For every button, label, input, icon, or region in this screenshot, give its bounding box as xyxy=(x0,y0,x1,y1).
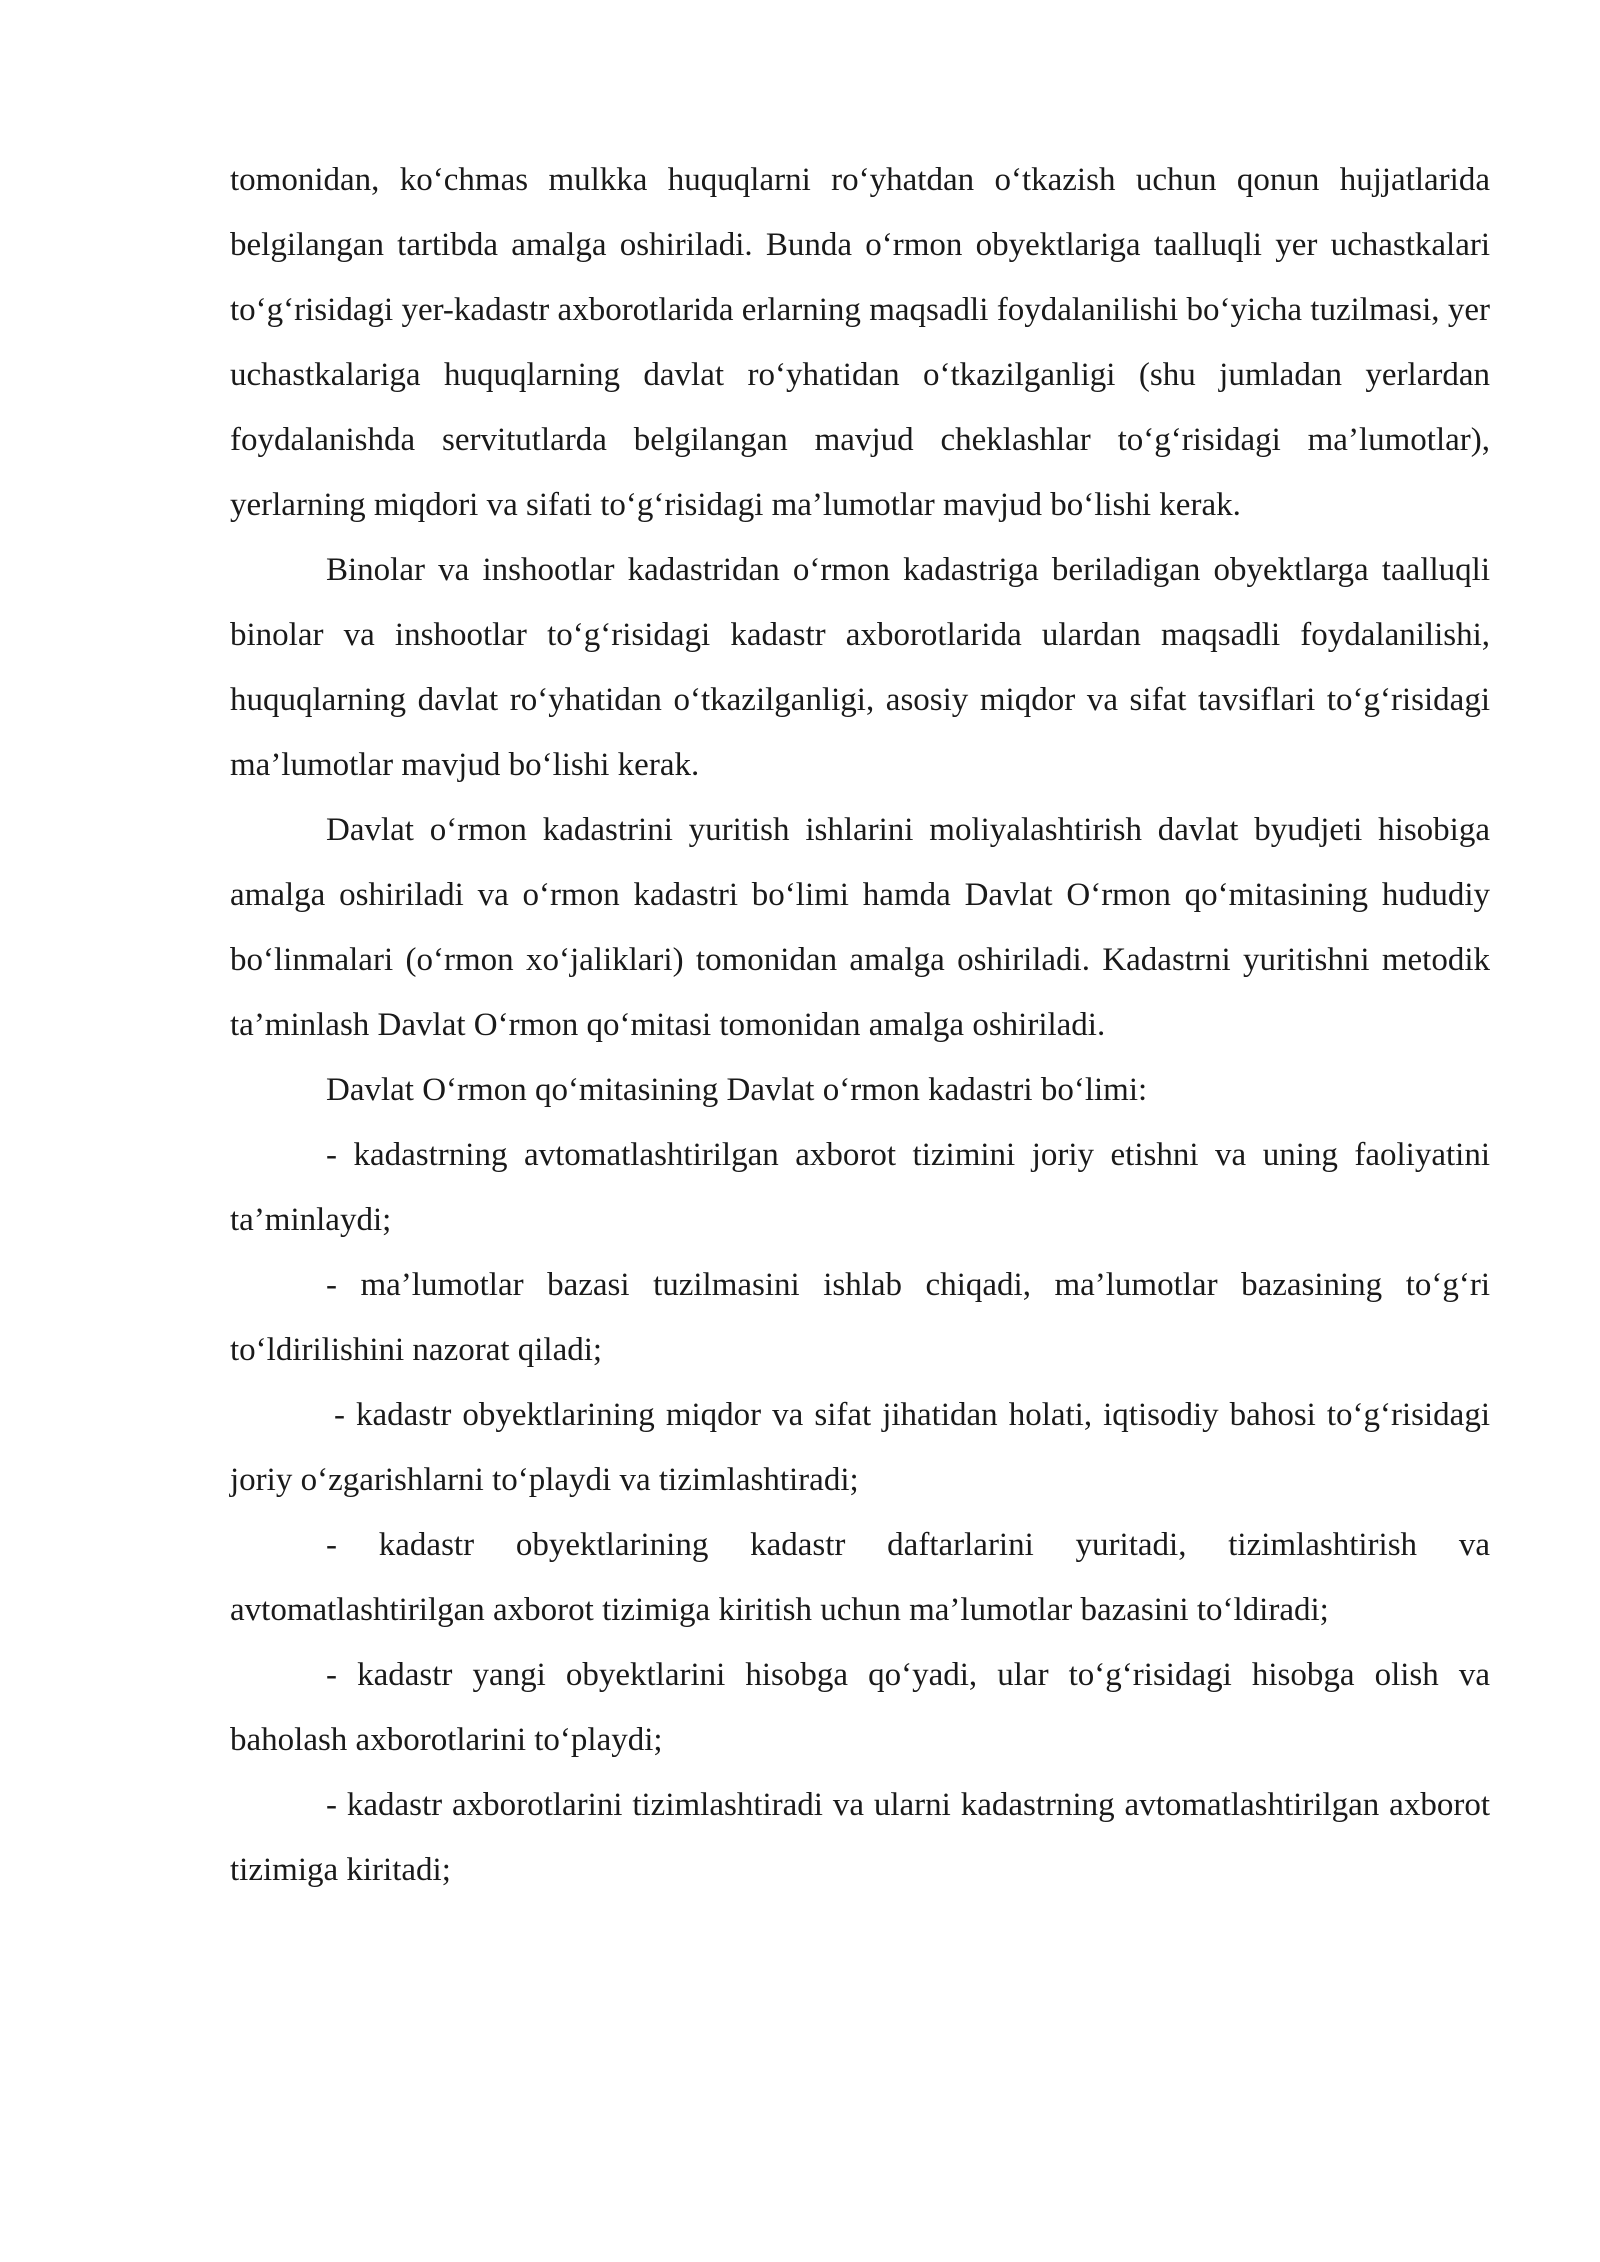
paragraph-continuation: tomonidan, ko‘chmas mulkka huquqlarni ro‘yhatdan o‘tkazish uchun qonun hujjatlarida belgilangan tartibda amalga oshiriladi. Bunda o‘rmon obyektlariga taalluqli yer uchastkalari to‘g‘risidagi yer-kadastr axborotlarida erlarning maqsadli foydalanilishi bo‘yicha tuzilmasi, yer uchastkalariga huquqlarning davlat ro‘yhatidan o‘tkazilganligi (shu jumladan yerlardan foydalanishda servitutlarda belgilangan mavjud cheklashlar to‘g‘risidagi ma’lumotlar), yerlarning miqdori va sifati to‘g‘risidagi ma’lumotlar mavjud bo‘lishi kerak. xyxy=(230,162,1490,523)
document-page xyxy=(230,148,1490,1903)
paragraph-financing: Davlat o‘rmon kadastrini yuritish ishlarini moliyalashtirish davlat byudjeti hisobiga amalga oshiriladi va o‘rmon kadastri bo‘limi hamda Davlat O‘rmon qo‘mitasining hududiy bo‘linmalari (o‘rmon xo‘jaliklari) tomonidan amalga oshiriladi. Kadastrni yuritishni metodik ta’minlash Davlat O‘rmon qo‘mitasi tomonidan amalga oshiriladi. xyxy=(230,812,1490,1043)
list-item: - kadastrning avtomatlashtirilgan axborot tizimini joriy etishni va uning faoliyatini ta’minlaydi; xyxy=(230,1137,1490,1238)
list-item: - kadastr obyektlarining kadastr daftarlarini yuritadi, tizimlashtirish va avtomatlashtirilgan axborot tizimiga kiritish uchun ma’lumotlar bazasini to‘ldiradi; xyxy=(230,1527,1490,1628)
paragraph-buildings-cadastre: Binolar va inshootlar kadastridan o‘rmon kadastriga beriladigan obyektlarga taalluqli binolar va inshootlar to‘g‘risidagi kadastr axborotlarida ulardan maqsadli foydalanilishi, huquqlarning davlat ro‘yhatidan o‘tkazilganligi, asosiy miqdor va sifat tavsiflari to‘g‘risidagi ma’lumotlar mavjud bo‘lishi kerak. xyxy=(230,552,1490,783)
list-item: - kadastr obyektlarining miqdor va sifat jihatidan holati, iqtisodiy bahosi to‘g‘risidagi joriy o‘zgarishlarni to‘playdi va tizimlashtiradi; xyxy=(230,1397,1490,1498)
list-item: - kadastr yangi obyektlarini hisobga qo‘yadi, ular to‘g‘risidagi hisobga olish va baholash axborotlarini to‘playdi; xyxy=(230,1657,1490,1758)
list-item: - kadastr axborotlarini tizimlashtiradi va ularni kadastrning avtomatlashtirilgan axborot tizimiga kiritadi; xyxy=(230,1787,1490,1888)
list-item: - ma’lumotlar bazasi tuzilmasini ishlab chiqadi, ma’lumotlar bazasining to‘g‘ri to‘ldirilishini nazorat qiladi; xyxy=(230,1267,1490,1368)
paragraph-department-intro: Davlat O‘rmon qo‘mitasining Davlat o‘rmon kadastri bo‘limi: xyxy=(326,1072,1148,1108)
